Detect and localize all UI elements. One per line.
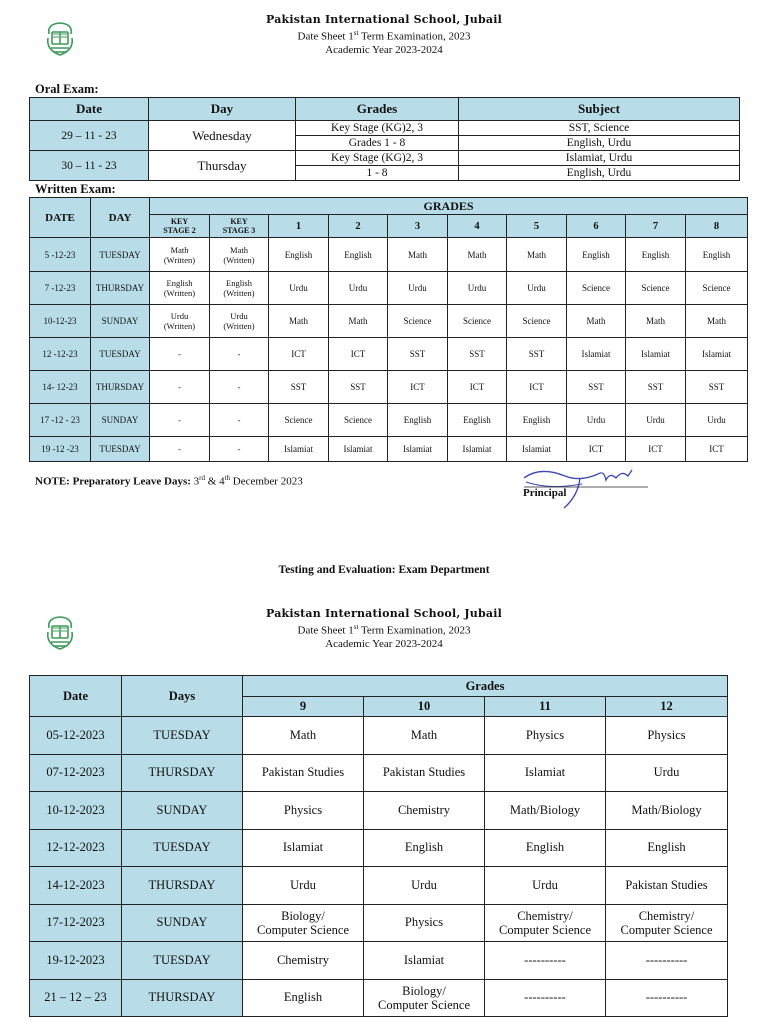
senior-subject-cell: ---------- (485, 979, 606, 1017)
senior-day-cell: SUNDAY (122, 792, 243, 830)
written-subject-cell: SST (507, 338, 567, 371)
senior-header-grade-10: 10 (364, 697, 485, 717)
oral-grades-cell: 1 - 8 (296, 166, 459, 181)
senior-subject-cell: Biology/ Computer Science (364, 979, 485, 1017)
table-row (30, 754, 728, 792)
written-subject-cell: Islamiat (269, 437, 329, 462)
written-subject-cell: ICT (448, 371, 507, 404)
senior-header-days: Days (122, 676, 243, 717)
written-subject-cell: SST (448, 338, 507, 371)
written-subject-cell: Urdu (686, 404, 748, 437)
written-date-cell: 19 -12 -23 (30, 437, 91, 462)
senior-day-cell: THURSDAY (122, 754, 243, 792)
written-subject-cell: English (567, 238, 626, 272)
written-subject-cell: English (329, 238, 388, 272)
senior-subject-cell: Math (364, 717, 485, 755)
written-subject-cell: Math (448, 238, 507, 272)
written-subject-cell: SST (388, 338, 448, 371)
written-subject-cell: Islamiat (448, 437, 507, 462)
oral-subject-cell: SST, Science (459, 121, 740, 136)
senior-subject-cell: English (364, 829, 485, 867)
written-subject-cell: Islamiat (329, 437, 388, 462)
written-header-grade-1: 1 (269, 215, 329, 238)
written-subject-cell: Urdu (329, 272, 388, 305)
table-row (30, 121, 740, 136)
senior-header-grade-11: 11 (485, 697, 606, 717)
written-subject-cell: Math (388, 238, 448, 272)
senior-subject-cell: Pakistan Studies (243, 754, 364, 792)
written-header-key-stage-2: KEY STAGE 2 (150, 215, 210, 238)
senior-header-date: Date (30, 676, 122, 717)
oral-header-day: Day (149, 98, 296, 121)
senior-subject-cell: Islamiat (364, 942, 485, 980)
senior-subject-cell: Physics (243, 792, 364, 830)
written-subject-cell: Science (567, 272, 626, 305)
academic-year: Academic Year 2023-2024 (325, 637, 443, 650)
written-subject-cell: Islamiat (388, 437, 448, 462)
datesheet-title: Date Sheet 1st Term Examination, 2023 (297, 29, 471, 43)
table-row (30, 792, 728, 830)
written-header-grade-2: 2 (329, 215, 388, 238)
written-ks2-cell: - (150, 338, 210, 371)
written-ks2-cell: - (150, 404, 210, 437)
oral-grades-cell: Grades 1 - 8 (296, 136, 459, 151)
written-header-day: DAY (91, 198, 150, 238)
written-ks3-cell: Urdu (Written) (210, 305, 269, 338)
table-row (30, 305, 748, 338)
written-subject-cell: Math (507, 238, 567, 272)
table-row (30, 904, 728, 942)
senior-header-grades: Grades (243, 676, 728, 697)
written-header-grade-6: 6 (567, 215, 626, 238)
senior-date-cell: 19-12-2023 (30, 942, 122, 980)
senior-subject-cell: Islamiat (485, 754, 606, 792)
written-ks3-cell: - (210, 338, 269, 371)
written-subject-cell: Science (448, 305, 507, 338)
oral-subject-cell: English, Urdu (459, 166, 740, 181)
senior-subject-cell: Chemistry (364, 792, 485, 830)
written-subject-cell: Science (626, 272, 686, 305)
table-row (30, 717, 728, 755)
oral-exam-label: Oral Exam: (35, 82, 99, 96)
oral-header-subject: Subject (459, 98, 740, 121)
senior-subject-cell: Chemistry (243, 942, 364, 980)
senior-subject-cell: English (606, 829, 728, 867)
written-subject-cell: ICT (388, 371, 448, 404)
senior-header-grade-12: 12 (606, 697, 728, 717)
senior-date-cell: 14-12-2023 (30, 867, 122, 905)
written-subject-cell: Math (269, 305, 329, 338)
written-ks3-cell: - (210, 371, 269, 404)
written-header-date: DATE (30, 198, 91, 238)
senior-subject-cell: ---------- (485, 942, 606, 980)
table-row (30, 979, 728, 1017)
oral-date-cell: 30 – 11 - 23 (30, 151, 149, 181)
datesheet-title: Date Sheet 1st Term Examination, 2023 (297, 623, 471, 637)
senior-date-cell: 07-12-2023 (30, 754, 122, 792)
written-subject-cell: Math (329, 305, 388, 338)
written-subject-cell: English (388, 404, 448, 437)
written-subject-cell: ICT (626, 437, 686, 462)
senior-day-cell: TUESDAY (122, 942, 243, 980)
written-header-grade-3: 3 (388, 215, 448, 238)
senior-subject-cell: Urdu (485, 867, 606, 905)
written-day-cell: THURSDAY (91, 371, 150, 404)
senior-exam-table (29, 675, 728, 1017)
written-subject-cell: Islamiat (686, 338, 748, 371)
senior-subject-cell: Physics (485, 717, 606, 755)
senior-subject-cell: Math/Biology (606, 792, 728, 830)
written-date-cell: 7 -12-23 (30, 272, 91, 305)
senior-subject-cell: Urdu (243, 867, 364, 905)
written-subject-cell: English (448, 404, 507, 437)
written-ks2-cell: Urdu (Written) (150, 305, 210, 338)
written-subject-cell: SST (626, 371, 686, 404)
school-name: Pakistan International School, Jubail (266, 13, 502, 26)
written-subject-cell: ICT (567, 437, 626, 462)
senior-day-cell: TUESDAY (122, 829, 243, 867)
written-ks3-cell: - (210, 437, 269, 462)
oral-date-cell: 29 – 11 - 23 (30, 121, 149, 151)
written-day-cell: TUESDAY (91, 437, 150, 462)
written-date-cell: 17 -12 - 23 (30, 404, 91, 437)
written-day-cell: THURSDAY (91, 272, 150, 305)
senior-day-cell: THURSDAY (122, 979, 243, 1017)
preparatory-leave-note: NOTE: Preparatory Leave Days: 3rd & 4th December 2023 (35, 474, 303, 488)
written-exam-body (30, 238, 748, 462)
oral-day-cell: Thursday (149, 151, 296, 181)
table-row (30, 338, 748, 371)
senior-subject-cell: Islamiat (243, 829, 364, 867)
senior-subject-cell: English (485, 829, 606, 867)
senior-date-cell: 05-12-2023 (30, 717, 122, 755)
written-subject-cell: English (626, 238, 686, 272)
table-row (30, 272, 748, 305)
senior-subject-cell: ---------- (606, 942, 728, 980)
table-row (30, 371, 748, 404)
senior-day-cell: THURSDAY (122, 867, 243, 905)
principal-label: Principal (523, 487, 567, 499)
senior-subject-cell: Physics (364, 904, 485, 942)
written-ks2-cell: Math (Written) (150, 238, 210, 272)
senior-subject-cell: Biology/ Computer Science (243, 904, 364, 942)
senior-subject-cell: Chemistry/ Computer Science (485, 904, 606, 942)
senior-header-grade-9: 9 (243, 697, 364, 717)
written-subject-cell: ICT (269, 338, 329, 371)
oral-subject-cell: English, Urdu (459, 136, 740, 151)
department-title: Testing and Evaluation: Exam Department (278, 564, 490, 576)
oral-grades-cell: Key Stage (KG)2, 3 (296, 151, 459, 166)
written-ks2-cell: - (150, 437, 210, 462)
written-subject-cell: Islamiat (567, 338, 626, 371)
written-header-grade-4: 4 (448, 215, 507, 238)
written-subject-cell: SST (329, 371, 388, 404)
written-subject-cell: Urdu (388, 272, 448, 305)
written-subject-cell: Science (686, 272, 748, 305)
written-ks3-cell: English (Written) (210, 272, 269, 305)
senior-subject-cell: Urdu (606, 754, 728, 792)
table-row (30, 404, 748, 437)
written-ks3-cell: Math (Written) (210, 238, 269, 272)
written-subject-cell: Math (686, 305, 748, 338)
written-date-cell: 14- 12-23 (30, 371, 91, 404)
written-subject-cell: Urdu (269, 272, 329, 305)
written-subject-cell: English (269, 238, 329, 272)
table-row (30, 829, 728, 867)
senior-subject-cell: Physics (606, 717, 728, 755)
written-subject-cell: Math (567, 305, 626, 338)
senior-subject-cell: Pakistan Studies (364, 754, 485, 792)
oral-exam-table (29, 97, 740, 181)
oral-header-date: Date (30, 98, 149, 121)
senior-day-cell: TUESDAY (122, 717, 243, 755)
senior-subject-cell: ---------- (606, 979, 728, 1017)
written-header-grade-7: 7 (626, 215, 686, 238)
written-day-cell: SUNDAY (91, 404, 150, 437)
written-date-cell: 10-12-23 (30, 305, 91, 338)
academic-year: Academic Year 2023-2024 (325, 43, 443, 56)
written-header-key-stage-3: KEY STAGE 3 (210, 215, 269, 238)
table-row (30, 867, 728, 905)
written-header-grade-5: 5 (507, 215, 567, 238)
written-subject-cell: SST (567, 371, 626, 404)
written-subject-cell: Science (329, 404, 388, 437)
written-subject-cell: ICT (686, 437, 748, 462)
written-day-cell: SUNDAY (91, 305, 150, 338)
written-date-cell: 12 -12-23 (30, 338, 91, 371)
written-subject-cell: Urdu (448, 272, 507, 305)
table-row (30, 151, 740, 166)
written-header-grades: GRADES (150, 198, 748, 215)
written-subject-cell: Islamiat (626, 338, 686, 371)
oral-day-cell: Wednesday (149, 121, 296, 151)
written-exam-label: Written Exam: (35, 182, 116, 196)
senior-subject-cell: Chemistry/ Computer Science (606, 904, 728, 942)
senior-exam-body (30, 717, 728, 1017)
school-name: Pakistan International School, Jubail (266, 607, 502, 620)
written-subject-cell: SST (269, 371, 329, 404)
written-subject-cell: Science (269, 404, 329, 437)
table-row (30, 238, 748, 272)
written-subject-cell: Science (507, 305, 567, 338)
written-ks2-cell: English (Written) (150, 272, 210, 305)
page1-header (0, 13, 768, 57)
written-subject-cell: Math (626, 305, 686, 338)
written-subject-cell: ICT (329, 338, 388, 371)
senior-subject-cell: Math (243, 717, 364, 755)
senior-subject-cell: English (243, 979, 364, 1017)
table-row (30, 437, 748, 462)
written-subject-cell: Urdu (626, 404, 686, 437)
senior-date-cell: 17-12-2023 (30, 904, 122, 942)
written-exam-table (29, 197, 748, 462)
oral-subject-cell: Islamiat, Urdu (459, 151, 740, 166)
senior-date-cell: 12-12-2023 (30, 829, 122, 867)
senior-date-cell: 21 – 12 – 23 (30, 979, 122, 1017)
written-ks3-cell: - (210, 404, 269, 437)
senior-subject-cell: Urdu (364, 867, 485, 905)
written-subject-cell: Urdu (567, 404, 626, 437)
oral-grades-cell: Key Stage (KG)2, 3 (296, 121, 459, 136)
written-subject-cell: SST (686, 371, 748, 404)
written-subject-cell: ICT (507, 371, 567, 404)
written-day-cell: TUESDAY (91, 338, 150, 371)
written-subject-cell: English (686, 238, 748, 272)
written-subject-cell: English (507, 404, 567, 437)
senior-subject-cell: Pakistan Studies (606, 867, 728, 905)
written-header-grade-8: 8 (686, 215, 748, 238)
table-row (30, 942, 728, 980)
written-date-cell: 5 -12-23 (30, 238, 91, 272)
senior-date-cell: 10-12-2023 (30, 792, 122, 830)
senior-subject-cell: Math/Biology (485, 792, 606, 830)
page2-header (0, 607, 768, 651)
oral-header-grades: Grades (296, 98, 459, 121)
written-ks2-cell: - (150, 371, 210, 404)
written-subject-cell: Urdu (507, 272, 567, 305)
senior-day-cell: SUNDAY (122, 904, 243, 942)
written-day-cell: TUESDAY (91, 238, 150, 272)
written-subject-cell: Science (388, 305, 448, 338)
written-subject-cell: Islamiat (507, 437, 567, 462)
